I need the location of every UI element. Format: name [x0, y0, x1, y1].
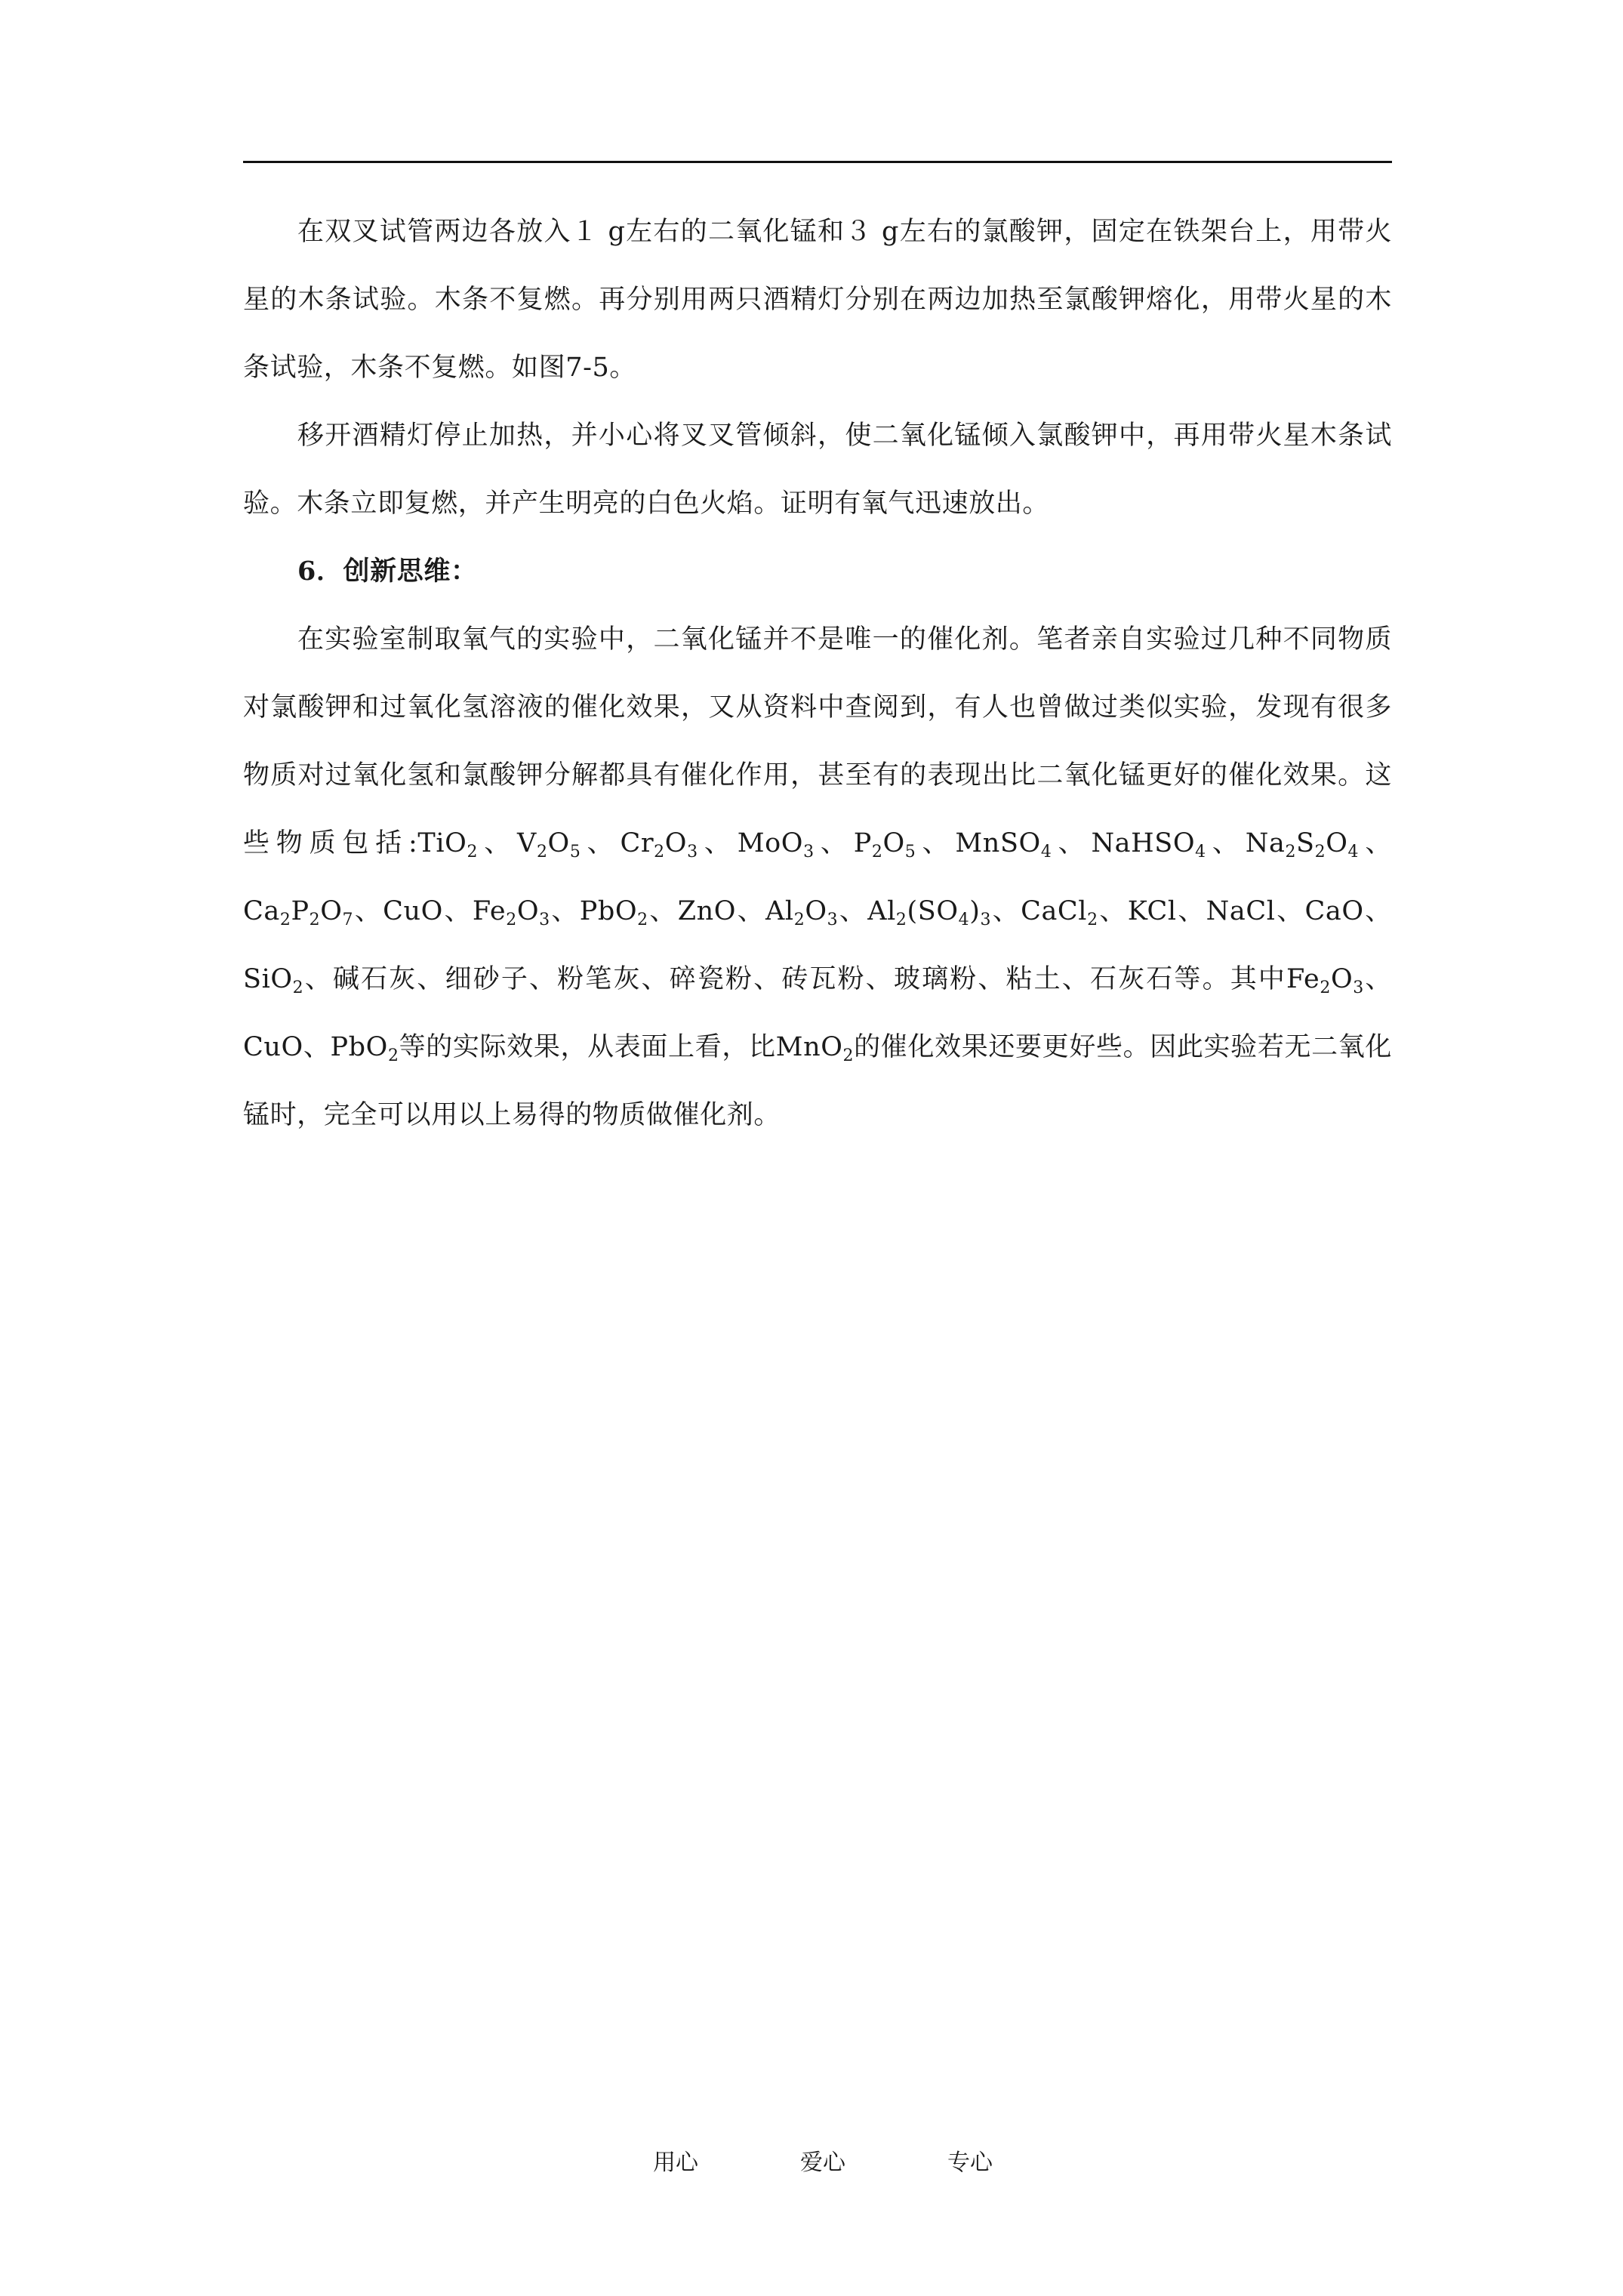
formula-fe2o3: $Fe_2O_3$: [1286, 964, 1364, 997]
catalysts-end-text: 的催化效果还要更好些。因此实验若无二氧化锰时，完全可以用以上易得的物质做催化剂。: [243, 1032, 1392, 1130]
formula-cuo: CuO: [243, 1032, 303, 1062]
formula-fe2o3: $Fe_2O_3$: [472, 896, 550, 929]
header-rule: [243, 161, 1392, 163]
formula-al2o3: $Al_2O_3$: [765, 896, 839, 929]
formula-p2o5: $P_2O_5$: [853, 828, 916, 861]
paragraph-experiment-result: 移开酒精灯停止加热，并小心将叉叉管倾斜，使二氧化锰倾入氯酸钾中，再用带火星木条试验。木条立即复燃，并产生明亮的白色火焰。证明有氧气迅速放出。: [243, 421, 1392, 519]
formula-kcl: KCl: [1127, 896, 1177, 926]
formula-cuo: CuO: [383, 896, 443, 926]
formula-nacl: NaCl: [1206, 896, 1276, 926]
paragraph-catalysts: [243, 606, 1392, 1149]
catalysts-middle-text: 、碱石灰、细砂子、粉笔灰、碎瓷粉、砖瓦粉、玻璃粉、粘土、石灰石等。其中: [303, 964, 1287, 994]
section-heading: 6．创新思维：: [297, 556, 478, 587]
document-body: [243, 198, 1392, 1149]
formula-mno2-text: MnO$_2$: [775, 1032, 855, 1065]
footer-item-zhuanxin: 专心: [947, 2150, 993, 2176]
formula-mno2: [775, 1032, 855, 1065]
formula-moo3: MoO$_3$: [737, 828, 815, 861]
substance-list: TiO$_2$、$V_2O_5$、$Cr_2O_3$、MoO$_3$、$P_2O_5$、MnSO$_4$、NaHSO$_4$、$Na_2S_2O_4$、$Ca_2P_2O_7$、CuO、$Fe_2O_3$、PbO$_2$、ZnO、$Al_2O_3$、$Al_2(SO_4)_3$、CaCl$_2$、KCl、NaCl、CaO、SiO$_2$: [243, 828, 1392, 997]
catalysts-comparison-text: 等的实际效果，从表面上看，比: [399, 1032, 776, 1062]
footer-item-aixin: 爱心: [800, 2150, 845, 2176]
formula-cr2o3: $Cr_2O_3$: [620, 828, 698, 861]
formula-nahso4: NaHSO$_4$: [1091, 828, 1206, 861]
formula-sio2: SiO$_2$: [243, 964, 304, 997]
formula-tio2: TiO$_2$: [417, 828, 479, 861]
best-catalyst-list: $Fe_2O_3$、CuO、PbO$_2$: [243, 964, 1392, 1065]
formula-al2so43: $Al_2(SO_4)_3$: [867, 896, 992, 929]
formula-pbo2: PbO$_2$: [330, 1032, 399, 1065]
formula-ca2p2o7: $Ca_2P_2O_7$: [243, 896, 354, 929]
catalysts-intro-text: 在实验室制取氧气的实验中，二氧化锰并不是唯一的催化剂。笔者亲自实验过几种不同物质对氯酸钾和过氧化氢溶液的催化效果，又从资料中查阅到，有人也曾做过类似实验，发现有很多物质对过氧化氢和氯酸钾分解都具有催化作用，甚至有的表现出比二氧化锰更好的催化效果。这些物质包括:: [243, 624, 1392, 858]
formula-mnso4: MnSO$_4$: [955, 828, 1052, 861]
page-footer: [0, 2148, 1623, 2178]
paragraph-experiment-setup: 在双叉试管两边各放入１ g左右的二氧化锰和３ g左右的氯酸钾，固定在铁架台上，用带火星的木条试验。木条不复燃。再分别用两只酒精灯分别在两边加热至氯酸钾熔化，用带火星的木条试验，木条不复燃。如图7-5。: [243, 217, 1392, 383]
formula-v2o5: $V_2O_5$: [517, 828, 581, 861]
footer-item-yongxin: 用心: [653, 2150, 698, 2176]
formula-na2s2o4: $Na_2S_2O_4$: [1245, 828, 1360, 861]
formula-pbo2: PbO$_2$: [579, 896, 648, 929]
formula-cacl2: CaCl$_2$: [1021, 896, 1098, 929]
formula-zno: ZnO: [677, 896, 737, 926]
formula-cao: CaO: [1304, 896, 1364, 926]
